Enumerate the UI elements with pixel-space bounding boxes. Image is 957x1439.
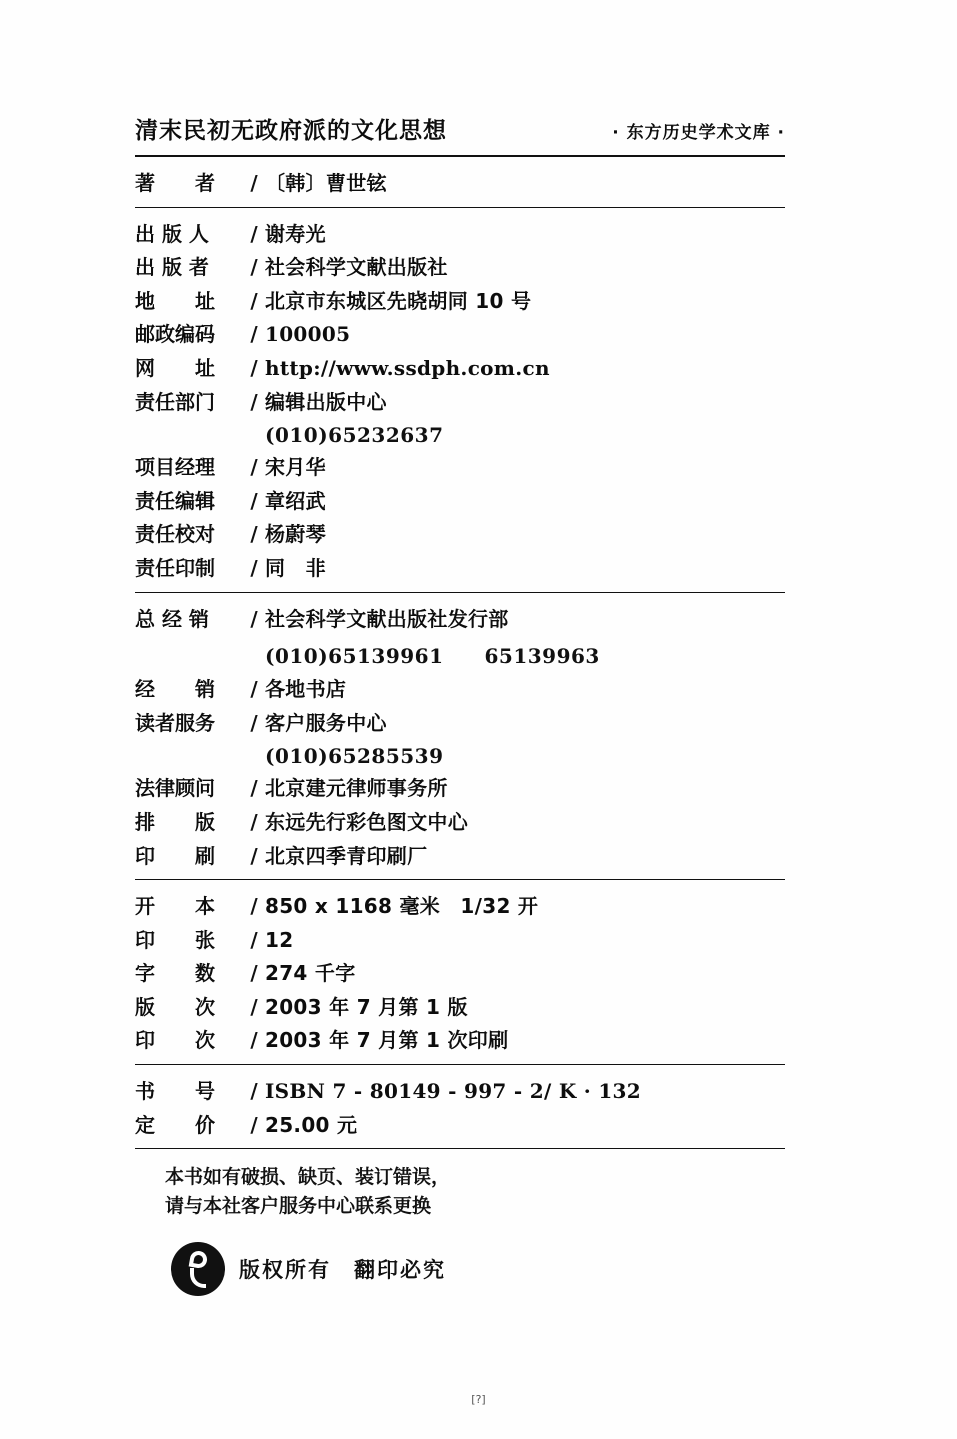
- row-value: 客户服务中心: [265, 710, 387, 735]
- row-label: 定 价: [135, 1112, 215, 1137]
- row-slash: /: [250, 809, 258, 834]
- row-value: 同 非: [265, 555, 326, 580]
- imprint-row: [135, 928, 785, 954]
- row-value: 850 x 1168 毫米 1/32 开: [265, 894, 539, 919]
- specs-block: [135, 894, 785, 1054]
- row-label: 责任印制: [135, 555, 215, 580]
- imprint-row: [135, 844, 785, 870]
- website-value[interactable]: http://www.ssdph.com.cn: [265, 355, 550, 380]
- row-value: 谢寿光: [265, 221, 326, 246]
- page-title: 清末民初无政府派的文化思想: [135, 118, 447, 144]
- row-slash: /: [250, 389, 258, 414]
- row-label: 印 次: [135, 1028, 215, 1053]
- row-label: 书 号: [135, 1079, 215, 1104]
- row-value: 2003 年 7 月第 1 次印刷: [265, 1028, 509, 1053]
- price-value: 25.00 元: [265, 1112, 358, 1137]
- row-value: 社会科学文献出版社发行部: [265, 606, 509, 631]
- publisher-logo-icon: [171, 1242, 225, 1296]
- row-label: 责任校对: [135, 522, 215, 547]
- row-label: 地 址: [135, 288, 215, 313]
- imprint-row: [135, 607, 785, 633]
- imprint-row: [135, 711, 785, 737]
- divider-header: [135, 155, 785, 157]
- row-value: 100005: [265, 322, 351, 347]
- row-value: 12: [265, 927, 294, 952]
- row-value: 宋月华: [265, 455, 326, 480]
- copyright-text: 版权所有 翻印必究: [239, 1258, 446, 1283]
- row-label: 版 次: [135, 994, 215, 1019]
- row-value: 274 千字: [265, 961, 356, 986]
- notice-line-2: 请与本社客户服务中心联系更换: [165, 1194, 432, 1217]
- imprint-row: [135, 556, 785, 582]
- row-slash: /: [250, 171, 258, 195]
- distribution-phone: (010)65139961 65139963: [265, 644, 600, 669]
- row-label: 邮政编码: [135, 322, 215, 347]
- row-label: 总 经 销: [135, 606, 209, 631]
- imprint-row: [135, 894, 785, 920]
- row-value: 2003 年 7 月第 1 版: [265, 994, 468, 1019]
- row-slash: /: [250, 1079, 258, 1104]
- row-slash: /: [250, 1028, 258, 1053]
- notice-line-1: 本书如有破损、缺页、装订错误，: [165, 1166, 451, 1189]
- row-label: 开 本: [135, 894, 215, 919]
- row-slash: /: [250, 455, 258, 480]
- imprint-row: [135, 522, 785, 548]
- imprint-row: [135, 776, 785, 802]
- row-slash: /: [250, 355, 258, 380]
- row-label: 项目经理: [135, 455, 215, 480]
- row-slash: /: [250, 221, 258, 246]
- divider-distribution: [135, 879, 785, 880]
- row-value: 〔韩〕曹世铉: [265, 171, 387, 195]
- row-slash: /: [250, 961, 258, 986]
- publisher-block: [135, 222, 785, 582]
- row-label: 印 刷: [135, 843, 215, 868]
- service-phone: (010)65285539: [265, 744, 444, 769]
- imprint-content: [135, 112, 785, 1296]
- distribution-block: [135, 607, 785, 870]
- row-label: 责任部门: [135, 389, 215, 414]
- imprint-row: [135, 222, 785, 248]
- row-value: 东远先行彩色图文中心: [265, 809, 468, 834]
- imprint-row: [135, 810, 785, 836]
- divider-isbn: [135, 1148, 785, 1149]
- row-slash: /: [250, 606, 258, 631]
- row-slash: /: [250, 255, 258, 280]
- row-label: 责任编辑: [135, 488, 215, 513]
- divider-specs: [135, 1064, 785, 1065]
- row-label: 出 版 者: [135, 255, 209, 280]
- row-slash: /: [250, 555, 258, 580]
- imprint-row: [135, 171, 785, 197]
- divider-publisher: [135, 592, 785, 593]
- row-value: 北京四季青印刷厂: [265, 843, 428, 868]
- editorial-phone: (010)65232637: [265, 423, 444, 448]
- row-value: 章绍武: [265, 488, 326, 513]
- row-slash: /: [250, 927, 258, 952]
- imprint-row: [135, 289, 785, 315]
- row-slash: /: [250, 776, 258, 801]
- return-notice: [165, 1163, 785, 1220]
- row-slash: /: [250, 994, 258, 1019]
- row-label: 经 销: [135, 677, 215, 702]
- divider-author: [135, 207, 785, 208]
- row-label: 字 数: [135, 961, 215, 986]
- page-number: [?]: [471, 1393, 486, 1406]
- row-value: 北京市东城区先晓胡同 10 号: [265, 288, 532, 313]
- isbn-block: [135, 1079, 785, 1138]
- row-label: 著 者: [135, 171, 215, 195]
- row-value: 各地书店: [265, 677, 347, 702]
- row-label: 网 址: [135, 355, 215, 380]
- author-block: [135, 171, 785, 197]
- imprint-row: [135, 390, 785, 416]
- row-slash: /: [250, 843, 258, 868]
- imprint-row: [135, 455, 785, 481]
- row-slash: /: [250, 522, 258, 547]
- row-slash: /: [250, 322, 258, 347]
- imprint-row: [135, 255, 785, 281]
- row-label: 法律顾问: [135, 776, 215, 801]
- imprint-row: [135, 1028, 785, 1054]
- row-label: 排 版: [135, 809, 215, 834]
- row-value: 社会科学文献出版社: [265, 255, 448, 280]
- isbn-value: ISBN 7 - 80149 - 997 - 2/ K · 132: [265, 1079, 641, 1104]
- page-header: [135, 112, 785, 151]
- imprint-row: [135, 1079, 785, 1105]
- row-value: 北京建元律师事务所: [265, 776, 448, 801]
- row-slash: /: [250, 288, 258, 313]
- row-slash: /: [250, 1112, 258, 1137]
- copyright-footer: [171, 1242, 785, 1296]
- row-slash: /: [250, 488, 258, 513]
- imprint-row: [135, 356, 785, 382]
- row-value: 编辑出版中心: [265, 389, 387, 414]
- row-label: 读者服务: [135, 710, 215, 735]
- series-title: · 东方历史学术文库 ·: [612, 123, 785, 143]
- row-label: 印 张: [135, 927, 215, 952]
- row-slash: /: [250, 894, 258, 919]
- imprint-row: [135, 1113, 785, 1139]
- imprint-row: [135, 995, 785, 1021]
- imprint-row: [135, 961, 785, 987]
- imprint-row: [135, 489, 785, 515]
- row-slash: /: [250, 710, 258, 735]
- imprint-row: [135, 677, 785, 703]
- row-slash: /: [250, 677, 258, 702]
- imprint-row: [135, 322, 785, 348]
- row-label: 出 版 人: [135, 221, 209, 246]
- row-value: 杨蔚琴: [265, 522, 326, 547]
